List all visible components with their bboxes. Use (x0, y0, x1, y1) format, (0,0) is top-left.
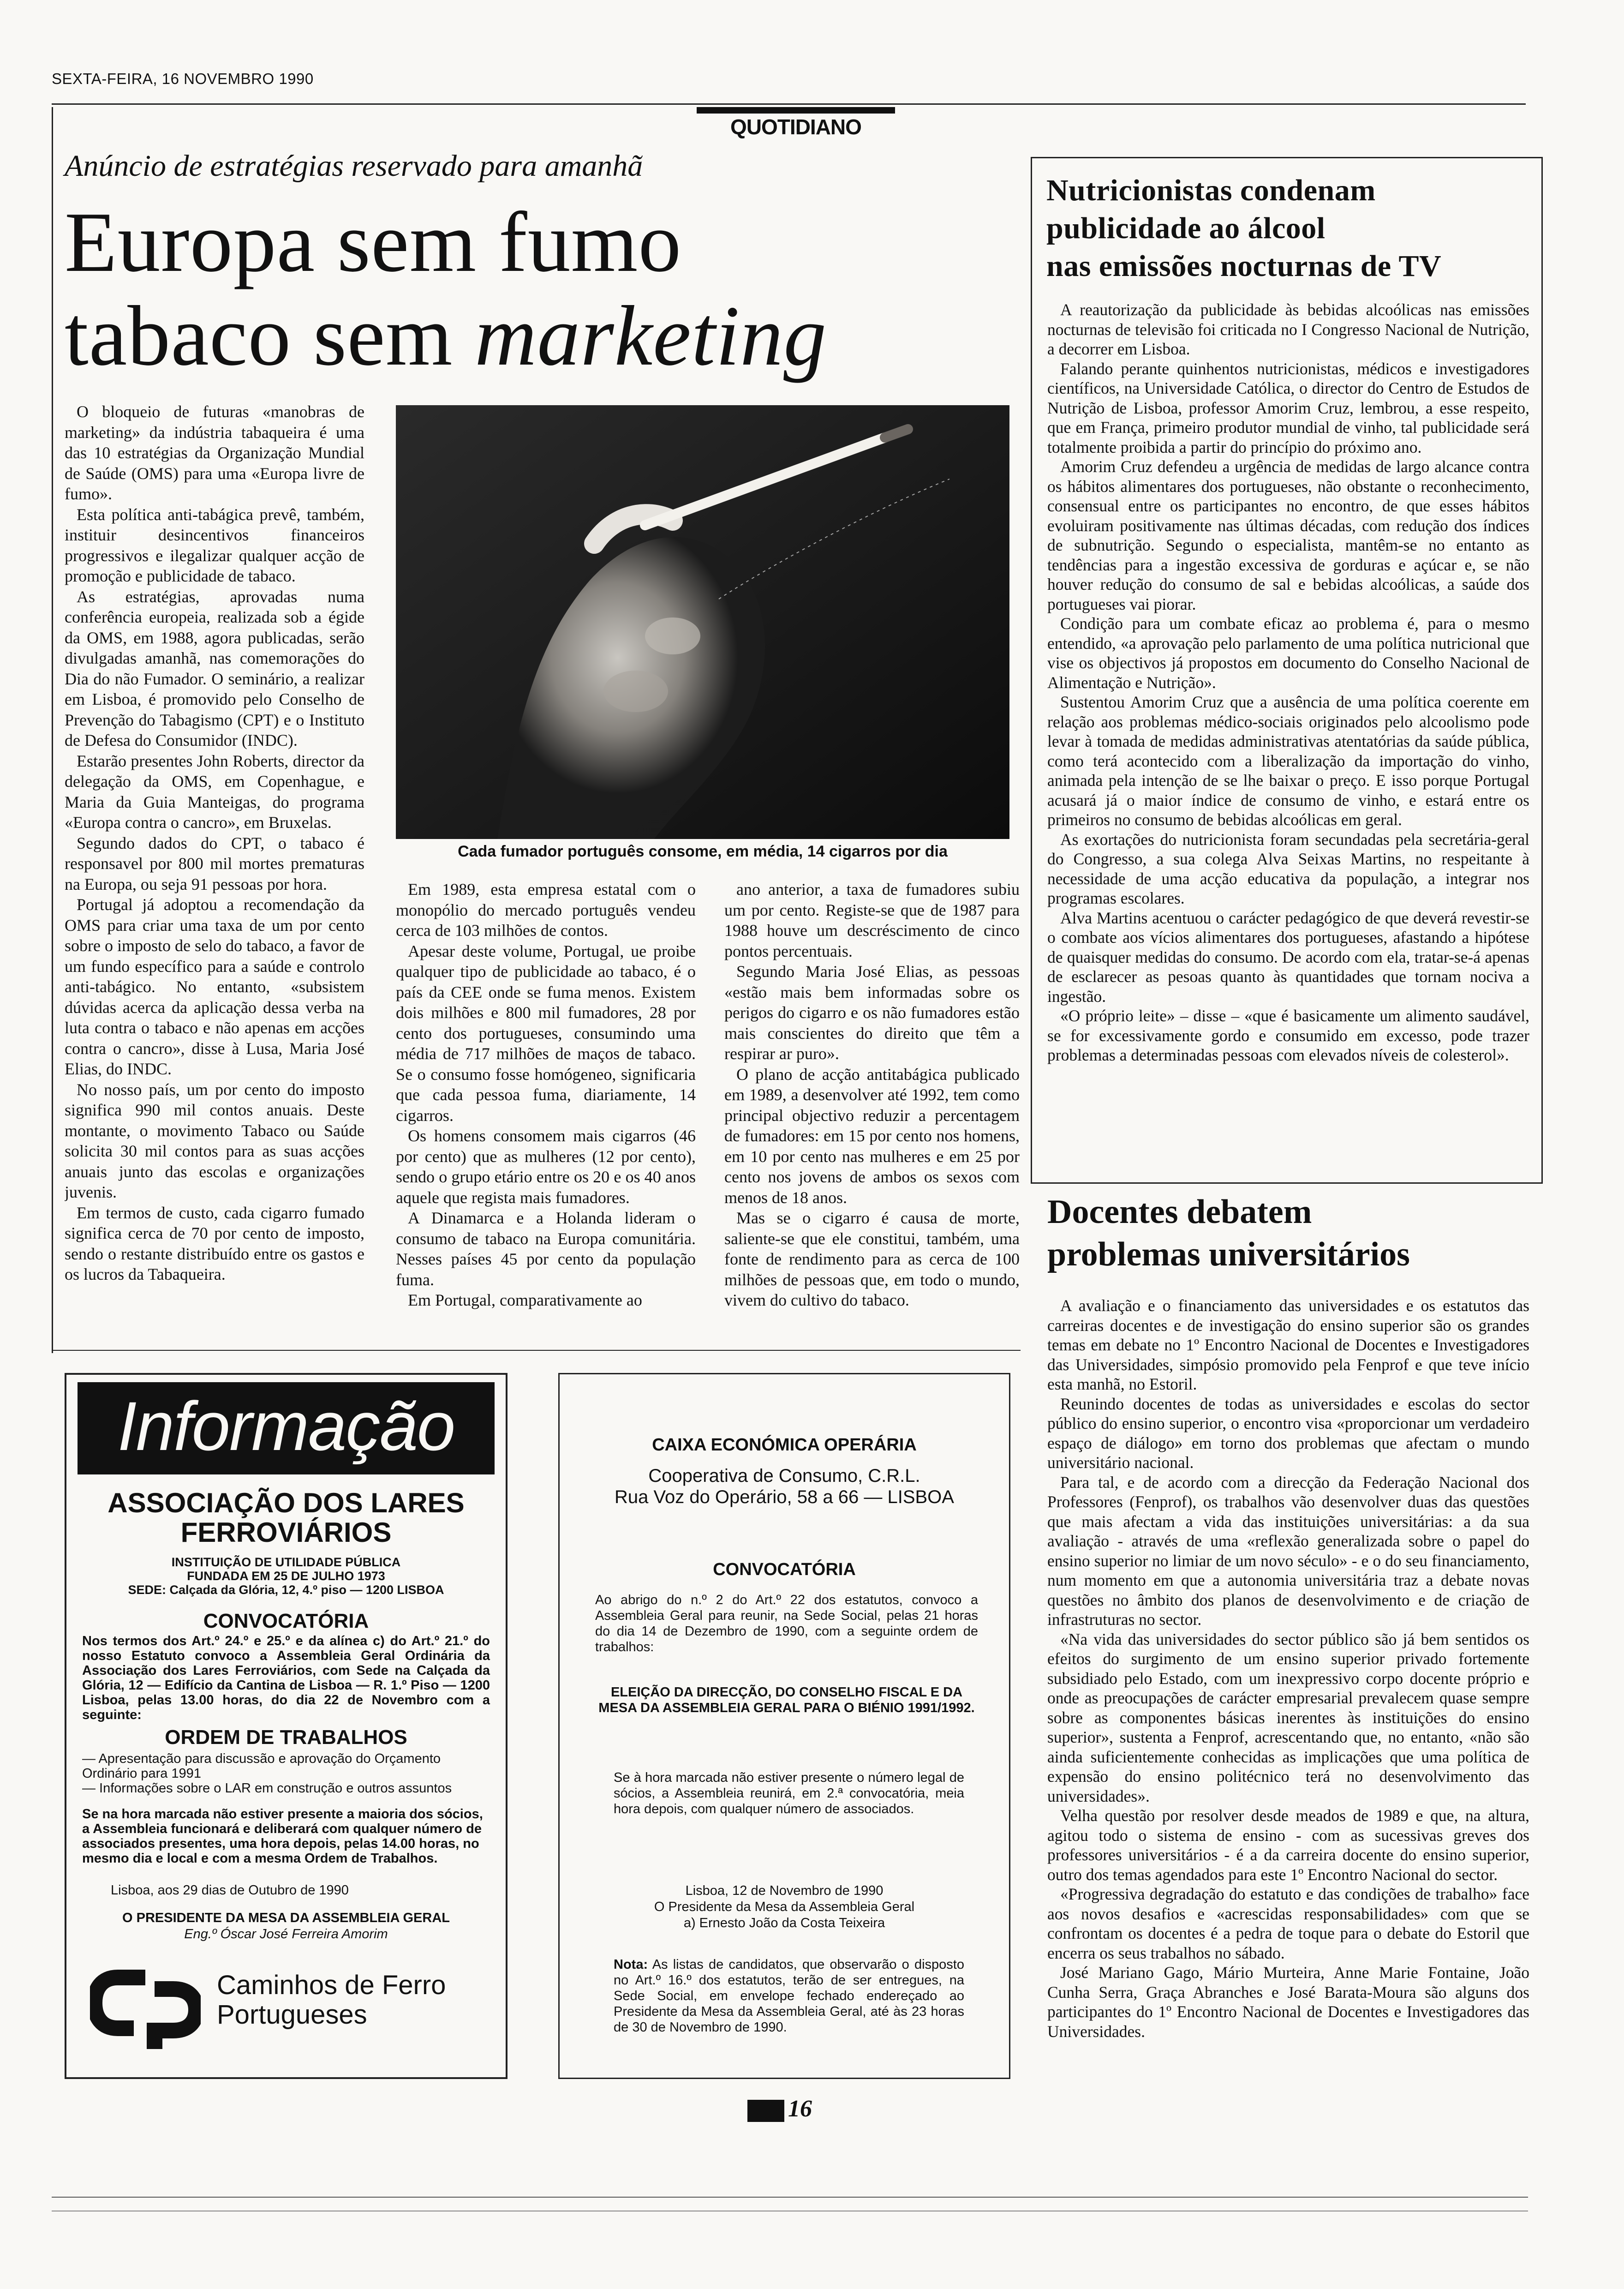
ad-lares-banner: Informação (78, 1382, 495, 1474)
ad-caixa-agenda: ELEIÇÃO DA DIRECÇÃO, DO CONSELHO FISCAL E DA MESA DA ASSEMBLEIA GERAL PARA O BIÉNIO 1991/1992. (598, 1685, 975, 1715)
nutrition-body (1047, 300, 1529, 1172)
ad-lares-org-line2: FERROVIÁRIOS (180, 1517, 392, 1548)
ad-lares-convocatoria-title: CONVOCATÓRIA (203, 1610, 369, 1632)
nutrition-headline-line2: publicidade ao álcool (1046, 211, 1325, 245)
lead-c2-p1: Em 1989, esta empresa estatal com o monopólio do mercado português vendeu cerca de 103 milhões de contos. (396, 880, 696, 940)
nutrition-headline (1046, 172, 1535, 285)
lead-photo (396, 405, 1009, 839)
section-label: QUOTIDIANO (730, 115, 861, 139)
newspaper-logo-icon (747, 2100, 784, 2122)
top-rule (52, 103, 1526, 105)
lead-c3-p1: ano anterior, a taxa de fumadores subiu um por cento. Registe-se que de 1987 para 1988 houve um descréscimento de cinco pontos percentuais. (724, 880, 1020, 960)
ad-lares-logo-line1: Caminhos de Ferro (217, 1970, 446, 2000)
ad-lares-org (78, 1488, 495, 1547)
ad-lares-ordem-list (82, 1751, 490, 1796)
dateline: SEXTA-FEIRA, 16 NOVEMBRO 1990 (52, 70, 314, 87)
nutrition-p2: Falando perante quinhentos nutricionistas, médicos e investigadores científicos, na Universidade Católica, o director do Centro de Estudos de Nutrição de Lisboa, professor Amorim Cruz, lembrou, a esse respeito, que em França, primeiro produtor mundial de vinho, tal publicidade será totalmente proibida a partir do princípio do próximo ano. (1047, 359, 1529, 456)
ad-caixa-note: Se à hora marcada não estiver presente o número legal de sócios, a Assembleia reunirá, em 2.ª convocatória, meia hora depois, com qualquer número de associados. (614, 1770, 964, 1816)
ad-caixa-nota (614, 1957, 964, 2035)
nutrition-p4: Condição para um combate eficaz ao problema é, para o mesmo entendido, «a aprovação pelo parlamento de uma política nutricional que vise os objectivos já propostos em documento do Conselho Nacional de Alimentação e Nutrição». (1047, 614, 1529, 692)
ad-caixa-address (558, 1465, 1010, 1508)
docentes-p4: «Na vida das universidades do sector público são já bem sentidos os efeitos do surgimento de um ensino superior privado fortemente subsidiado pelo Estado, com um inexpressivo corpo docente próprio e onde as preocupações de carácter empresarial prevalecem quase sempre sobre as componentes básicas inerentes às instituições do ensino superior», sustenta a Fenprof, acrescentando que, no entanto, «não são ainda suficientemente conhecidas as implicações que uma política de expensão do ensino politécnico terá no desenvolvimento das universidades». (1047, 1630, 1529, 1805)
lead-c1-p2: Esta política anti-tabágica prevê, também, instituir desincentivos financeiros progressivos e ilegalizar qualquer acção de promoção e publicidade de tabaco. (65, 505, 364, 585)
ad-caixa-line3: Rua Voz do Operário, 58 a 66 — LISBOA (615, 1487, 954, 1507)
lead-col-1 (65, 401, 364, 1338)
ad-caixa-nota-text: As listas de candidatos, que observarão o disposto no Art.º 16.º dos estatutos, terão de ser entregues, na Sede Social, em envelope fechado endereçado ao Presidente da Mesa da Assembleia Geral, até às 23 horas de 30 de Novembro de 1990. (614, 1957, 964, 2035)
lead-c1-p8: Em termos de custo, cada cigarro fumado significa cerca de 70 por cento de imposto, sendo o restante distribuído entre os gastos e os lucros da Tabaqueira. (65, 1203, 364, 1283)
lead-kicker: Anúncio de estratégias reservado para amanhã (65, 149, 643, 183)
ad-caixa-intro: Ao abrigo do n.º 2 do Art.º 22 dos estatutos, convoco a Assembleia Geral para reunir, na Sede Social, pelas 21 horas do dia 14 de Dezembro de 1990, com a seguinte ordem de trabalhos: (595, 1593, 978, 1654)
ad-lares-logo-line2: Portugueses (217, 2000, 367, 2030)
lead-c1-p3: As estratégias, aprovadas numa conferência europeia, realizada sob a égide da OMS, em 1988, agora publicadas, serão divulgadas amanhã, nas comemorações do Dia do não Fumador. O seminário, a realizar em Lisboa, é promovido pelo Conselho de Prevenção do Tabagismo (CPT) e o Instituto de Defesa do Consumidor (INDC). (65, 587, 364, 749)
ad-caixa-signature (558, 1883, 1010, 1931)
ad-lares-ordem-title: ORDEM DE TRABALHOS (165, 1726, 407, 1749)
nutrition-p5: Sustentou Amorim Cruz que a ausência de uma política coerente em relação aos problemas médico-sociais originados pelo alcoolismo pode levar à tomada de medidas administrativas atentatórias da saúde pública, como terá acontecido com a liberalização da importação do vinho, animada pela intenção de se lhe baixar o preço. E isso porque Portugal acusará já o maior índice de consumo de vinho, e estará entre os primeiros no consumo de bebidas alcoólicas em geral. (1047, 693, 1529, 829)
docentes-p1: A avaliação e o financiamento das universidades e os estatutos das carreiras docentes e de investigação do ensino superior são os grandes temas em debate no 1º Encontro Nacional de Docentes e Investigadores das Universidades, simpósio promovido pela Fenprof e que teve início esta manhã, no Estoril. (1047, 1296, 1529, 1393)
nutrition-headline-line3: nas emissões nocturnas de TV (1046, 249, 1442, 283)
ad-lares-president-title: O PRESIDENTE DA MESA DA ASSEMBLEIA GERAL (122, 1911, 450, 1925)
lead-c2-p3: Os homens consomem mais cigarros (46 por cento) que as mulheres (12 por cento), sendo o grupo etário entre os 20 e os 40 anos aquele que regista mais fumadores. (396, 1127, 696, 1207)
ad-lares-logo-text (217, 1971, 446, 2030)
docentes-body (1047, 1296, 1529, 2090)
page-number-logo (747, 2095, 812, 2122)
ad-caixa-line2: Cooperativa de Consumo, C.R.L. (648, 1466, 920, 1486)
docentes-headline-line1: Docentes debatem (1047, 1193, 1312, 1231)
lead-c2-p4: A Dinamarca e a Holanda lideram o consumo de tabaco na Europa comunitária. Nesses países 45 por cento da população fuma. (396, 1209, 696, 1289)
ad-lares-subheader (78, 1555, 495, 1597)
lead-col-3 (724, 879, 1020, 1341)
cp-logo-icon (90, 1964, 201, 2051)
lead-bottom-rule (52, 1350, 1021, 1351)
nutrition-p1: A reautorização da publicidade às bebidas alcoólicas nas emissões nocturnas de televisão foi criticada no I Congresso Nacional de Nutrição, a decorrer em Lisboa. (1047, 300, 1529, 358)
ad-caixa-org: CAIXA ECONÓMICA OPERÁRIA (652, 1435, 917, 1455)
ad-lares-note: Se na hora marcada não estiver presente a maioria dos sócios, a Assembleia funcionará e deliberará com qualquer número de associados presentes, uma hora depois, pelas 14.00 horas, no mesmo dia e local e com a mesma Ordem de Trabalhos. (82, 1807, 483, 1866)
lead-c3-p2: Segundo Maria José Elias, as pessoas «estão mais bem informadas sobre os perigos do cigarro e os não fumadores estão mais conscientes do direito que têm a respirar ar puro». (724, 962, 1020, 1063)
smoker-hand-cigarette-photo (396, 405, 1009, 839)
ad-caixa-convocatoria-title: CONVOCATÓRIA (713, 1560, 856, 1579)
ad-lares-ordem-item-2: — Informações sobre o LAR em construção e outros assuntos (82, 1781, 452, 1796)
lead-c2-p5: Em Portugal, comparativamente ao (408, 1291, 642, 1309)
lead-c1-p4: Estarão presentes John Roberts, director da delegação da OMS, em Copenhague, e Maria da Guia Manteigas, do programa «Europa contra o cancro», em Bruxelas. (65, 751, 364, 832)
lead-headline-prefix: tabaco sem (65, 288, 475, 383)
lead-headline-line2 (65, 290, 827, 382)
ad-lares-convocatoria-text: Nos termos dos Art.º 24.º e 25.º e da alínea c) do Art.º 21.º do nosso Estatuto convoco a Assembleia Geral Ordinária da Associação dos Lares Ferroviários, com Sede na Calçada da Glória, 12 — Edifício da Cantina de Lisboa — R. 1.º Piso — 1200 Lisboa, pelas 13.00 horas, do dia 22 de Novembro com a seguinte: (82, 1634, 490, 1722)
lead-c2-p2: Apesar deste volume, Portugal, ue proibe qualquer tipo de publicidade ao tabaco, é o país da CEE onde se fuma menos. Existem dois milhões e 800 mil fumadores, 28 por cento dos portugueses, consumindo uma média de 717 milhões de maços de tabaco. Se o consumo fosse homógeneo, significaria que cada pessoa fuma, diariamente, 14 cigarros. (396, 941, 696, 1125)
ad-lares-sub2: FUNDADA EM 25 DE JULHO 1973 (187, 1569, 385, 1583)
left-frame (52, 107, 53, 1353)
page-number: 16 (788, 2096, 812, 2122)
ad-caixa-president-title: O Presidente da Mesa da Assembleia Geral (654, 1900, 915, 1914)
section-bar (697, 107, 895, 114)
docentes-headline-line2: problemas universitários (1047, 1235, 1410, 1273)
docentes-p5: Velha questão por resolver desde meados de 1989 e que, na altura, agitou todo o sistema de ensino - com as sucessivas greves dos professores universitários - é a da carreira docente do ensino superior, outro dos temas agendados para este 1º Encontro Nacional do sector. (1047, 1806, 1529, 1884)
lead-col-2 (396, 879, 696, 1341)
lead-c1-p5: Segundo dados do CPT, o tabaco é responsavel por 800 mil mortes prematuras na Europa, ou seja 91 pessoas por hora. (65, 833, 364, 893)
ad-lares-sub3: SEDE: Calçada da Glória, 12, 4.º piso — 1200 LISBOA (128, 1583, 444, 1597)
ad-caixa-nota-label: Nota: (614, 1957, 648, 1972)
nutrition-p6: As exortações do nutricionista foram secundadas pela secretária-geral do Congresso, a sua colega Alva Seixas Martins, no respeitante à necessidade de uma acção educativa da população, a integrar nos programas escolares. (1047, 830, 1529, 907)
bottom-rule-1 (52, 2197, 1528, 2198)
ad-lares-ordem-item-1: — Apresentação para discussão e aprovação do Orçamento Ordinário para 1991 (82, 1751, 441, 1781)
ad-caixa-date: Lisboa, 12 de Novembro de 1990 (685, 1883, 884, 1898)
nutrition-p3: Amorim Cruz defendeu a urgência de medidas de largo alcance contra os hábitos alimentares dos portugueses, não obstante o reconhecimento, consensual entre os participantes no encontro, de que esses hábitos evoluiram positivamente nas últimas décadas, com redução dos índices de subnutrição. Segundo o especialista, mantêm-se no entanto as tendências para a ingestão excessiva de gorduras e açúcar e, se não houver redução do consumo de sal e bebidas alcoólicas, a saúde dos portugueses vai piorar. (1047, 457, 1529, 613)
lead-c1-p6: Portugal já adoptou a recomendação da OMS para criar uma taxa de um por cento sobre o imposto de selo do tabaco, a favor de um fundo específico para a saúde e controlo anti-tabágico. No entanto, «subsistem dúvidas acerca da aplicação dessa verba na luta contra o tabaco e não apenas em acções contra o cancro», disse à Lusa, Maria José Elias, do INDC. (65, 895, 364, 1078)
docentes-p7: José Mariano Gago, Mário Murteira, Anne Marie Fontaine, João Cunha Serra, Graça Abranches e José Barata-Moura são alguns dos participantes do 1º Encontro Nacional de Docentes e Investigadores das Universidades. (1047, 1963, 1529, 2041)
ad-lares-date: Lisboa, aos 29 dias de Outubro de 1990 (111, 1883, 349, 1898)
docentes-p3: Para tal, e de acordo com a direcção da Federação Nacional dos Professores (Fenprof), os trabalhos vão desenvolver duas das questões que mais afectam a vida das instituições universitárias: a da sua avaliação - através de uma «reflexão generalizada sobre o papel do ensino superior no limiar de um novo século» - e o do seu financiamento, num momento em que a autonomia universitária traz a debate novas questões no âmbito dos planos de desenvolvimento e de criação de infrastruturas no sector. (1047, 1473, 1529, 1629)
lead-c3-p4: Mas se o cigarro é causa de morte, saliente-se que ele constitui, também, uma fonte de rendimento para as cerca de 100 milhões de pessoas que, em todo o mundo, vivem do cultivo do tabaco. (724, 1209, 1020, 1309)
lead-c1-p1: O bloqueio de futuras «manobras de marketing» da indústria tabaqueira é uma das 10 estratégias da Organização Mundial de Saúde (OMS) para uma «Europa livre de fumo». (65, 402, 364, 503)
photo-caption: Cada fumador português consome, em média, 14 cigarros por dia (458, 843, 948, 860)
docentes-p6: «Progressiva degradação do estatuto e das condições de trabalho» face aos novos desafios e «acrescidas responsabilidades» com que se confrontam os docentes é a pedra de toque para o debate do Estoril que encerra os seus trabalhos no sábado. (1047, 1885, 1529, 1962)
docentes-headline (1047, 1191, 1536, 1276)
ad-lares-org-line1: ASSOCIAÇÃO DOS LARES (107, 1487, 465, 1518)
lead-c3-p3: O plano de acção antitabágica publicado em 1989, a desenvolver até 1992, tem como principal objectivo reduzir a percentagem de fumadores: em 15 por cento nos homens, em 10 por cento nas mulheres e em 25 por cento nos jovens de ambos os sexos com menos de 18 anos. (724, 1065, 1020, 1207)
docentes-p2: Reunindo docentes de todas as universidades e escolas do sector público do ensino superior, o encontro visa «proporcionar um verdadeiro espaço de diálogo» em torno dos problemas que afectam o mundo universitário nacional. (1047, 1394, 1529, 1472)
lead-headline-italic: marketing (474, 288, 827, 383)
nutrition-p7: Alva Martins acentuou o carácter pedagógico de que deverá revestir-se o combate aos vícios alimentares dos portugueses, afastando a hipótese de quaisquer medidas do consumo. De acordo com ela, tratar-se-á apenas de esclarecer as pesoas quanto às quantidades que tornam nociva a ingestão. (1047, 908, 1529, 1006)
lead-headline-line1: Europa sem fumo (65, 195, 682, 290)
ad-lares-president-name: Eng.º Óscar José Ferreira Amorim (184, 1927, 388, 1941)
nutrition-headline-line1: Nutricionistas condenam (1046, 174, 1376, 207)
ad-lares-sub1: INSTITUIÇÃO DE UTILIDADE PÚBLICA (171, 1555, 401, 1569)
nutrition-p8: «O próprio leite» – disse – «que é basicamente um alimento saudável, se for excessivamente gordo e consumido em excesso, pode trazer problemas a determinadas pessoas com elevados níveis de colesterol». (1047, 1007, 1529, 1064)
lead-c1-p7: No nosso país, um por cento do imposto significa 990 mil contos anuais. Deste montante, o movimento Tabaco ou Saúde solicita 30 mil contos para as suas acções anuais junto das escolas e organizações juvenis. (65, 1080, 364, 1201)
ad-caixa-president-name: a) Ernesto João da Costa Teixeira (683, 1916, 885, 1930)
